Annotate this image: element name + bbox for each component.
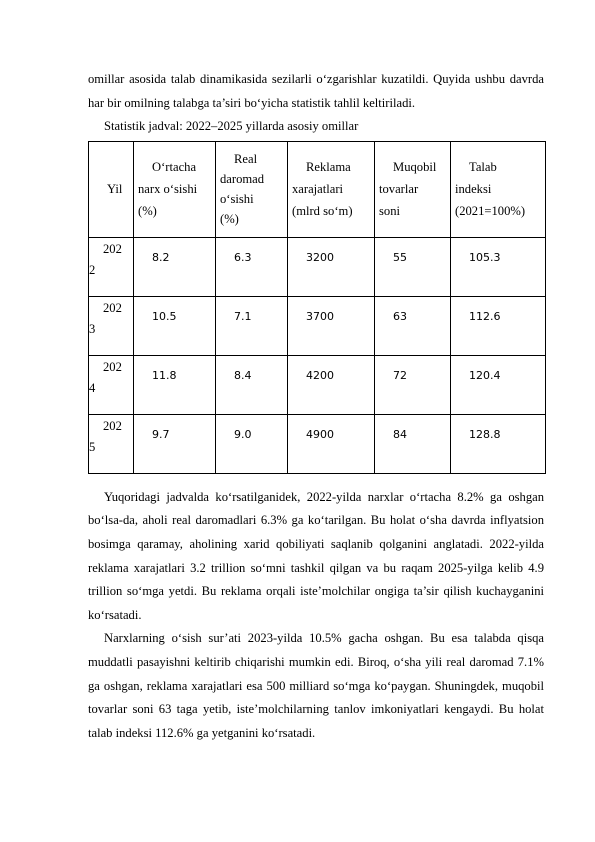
cell-advertising-costs: 4900 [288, 414, 375, 473]
cell-advertising-costs: 3700 [288, 296, 375, 355]
cell-demand-index: 105.3 [451, 237, 546, 296]
cell-price-growth: 11.8 [134, 355, 216, 414]
table-caption: Statistik jadval: 2022–2025 yillarda asosiy omillar [104, 119, 359, 134]
cell-substitute-goods: 55 [375, 237, 451, 296]
statistics-table [88, 141, 546, 474]
document-body [88, 68, 544, 745]
header-year: Yil [89, 141, 134, 237]
table-row [89, 296, 546, 355]
cell-price-growth: 9.7 [134, 414, 216, 473]
cell-advertising-costs: 4200 [288, 355, 375, 414]
cell-demand-index: 112.6 [451, 296, 546, 355]
table-row [89, 414, 546, 473]
cell-real-income-growth: 7.1 [216, 296, 288, 355]
header-demand-index: Talab indeksi (2021=100%) [451, 141, 546, 237]
cell-year: 202 3 [89, 296, 134, 355]
analysis-paragraph-1: Yuqoridagi jadvalda ko‘rsatilganidek, 2022-yilda narxlar o‘rtacha 8.2% ga oshgan bo‘lsa-da, aholi real daromadlari 6.3% ga ko‘tarilgan. Bu holat o‘sha davrda inflyatsion bosimga qaramay, aholining xarid qobiliyati saqlanib qolganini anglatadi. 2022-yilda reklama xarajatlari 3.2 trillion so‘mni tashkil qilgan va bu raqam 2025-yilga kelib 4.9 trillion so‘mga yetdi. Bu reklama orqali iste’molchilar ongiga ta’sir qilish kuchayganini ko‘rsatadi. [88, 489, 544, 622]
table-header-row [89, 141, 546, 237]
cell-substitute-goods: 63 [375, 296, 451, 355]
cell-substitute-goods: 84 [375, 414, 451, 473]
cell-price-growth: 8.2 [134, 237, 216, 296]
cell-demand-index: 120.4 [451, 355, 546, 414]
cell-price-growth: 10.5 [134, 296, 216, 355]
table-row [89, 355, 546, 414]
cell-year: 202 4 [89, 355, 134, 414]
header-substitute-goods: Muqobil tovarlar soni [375, 141, 451, 237]
cell-advertising-costs: 3200 [288, 237, 375, 296]
cell-year: 202 5 [89, 414, 134, 473]
cell-real-income-growth: 8.4 [216, 355, 288, 414]
cell-substitute-goods: 72 [375, 355, 451, 414]
cell-year: 202 2 [89, 237, 134, 296]
cell-real-income-growth: 6.3 [216, 237, 288, 296]
cell-demand-index: 128.8 [451, 414, 546, 473]
analysis-paragraph-2: Narxlarning o‘sish sur’ati 2023-yilda 10.5% gacha oshgan. Bu esa talabda qisqa muddatli pasayishni keltirib chiqarishi mumkin edi. Biroq, o‘sha yili real daromad 7.1% ga oshgan, reklama xarajatlari esa 500 milliard so‘mga ko‘paygan. Shuningdek, muqobil tovarlar soni 63 taga yetib, iste’molchilarning tanlov imkoniyatlari kengaydi. Bu holat talab indeksi 112.6% ga yetganini ko‘rsatadi. [88, 631, 544, 740]
table-row [89, 237, 546, 296]
intro-paragraph: omillar asosida talab dinamikasida sezilarli o‘zgarishlar kuzatildi. Quyida ushbu davrda har bir omilning talabga ta’siri bo‘yicha statistik tahlil keltiriladi. [88, 72, 544, 110]
header-real-income-growth: Real daromad o‘sishi (%) [216, 141, 288, 237]
header-price-growth: O‘rtacha narx o‘sishi (%) [134, 141, 216, 237]
cell-real-income-growth: 9.0 [216, 414, 288, 473]
header-advertising-costs: Reklama xarajatlari (mlrd so‘m) [288, 141, 375, 237]
